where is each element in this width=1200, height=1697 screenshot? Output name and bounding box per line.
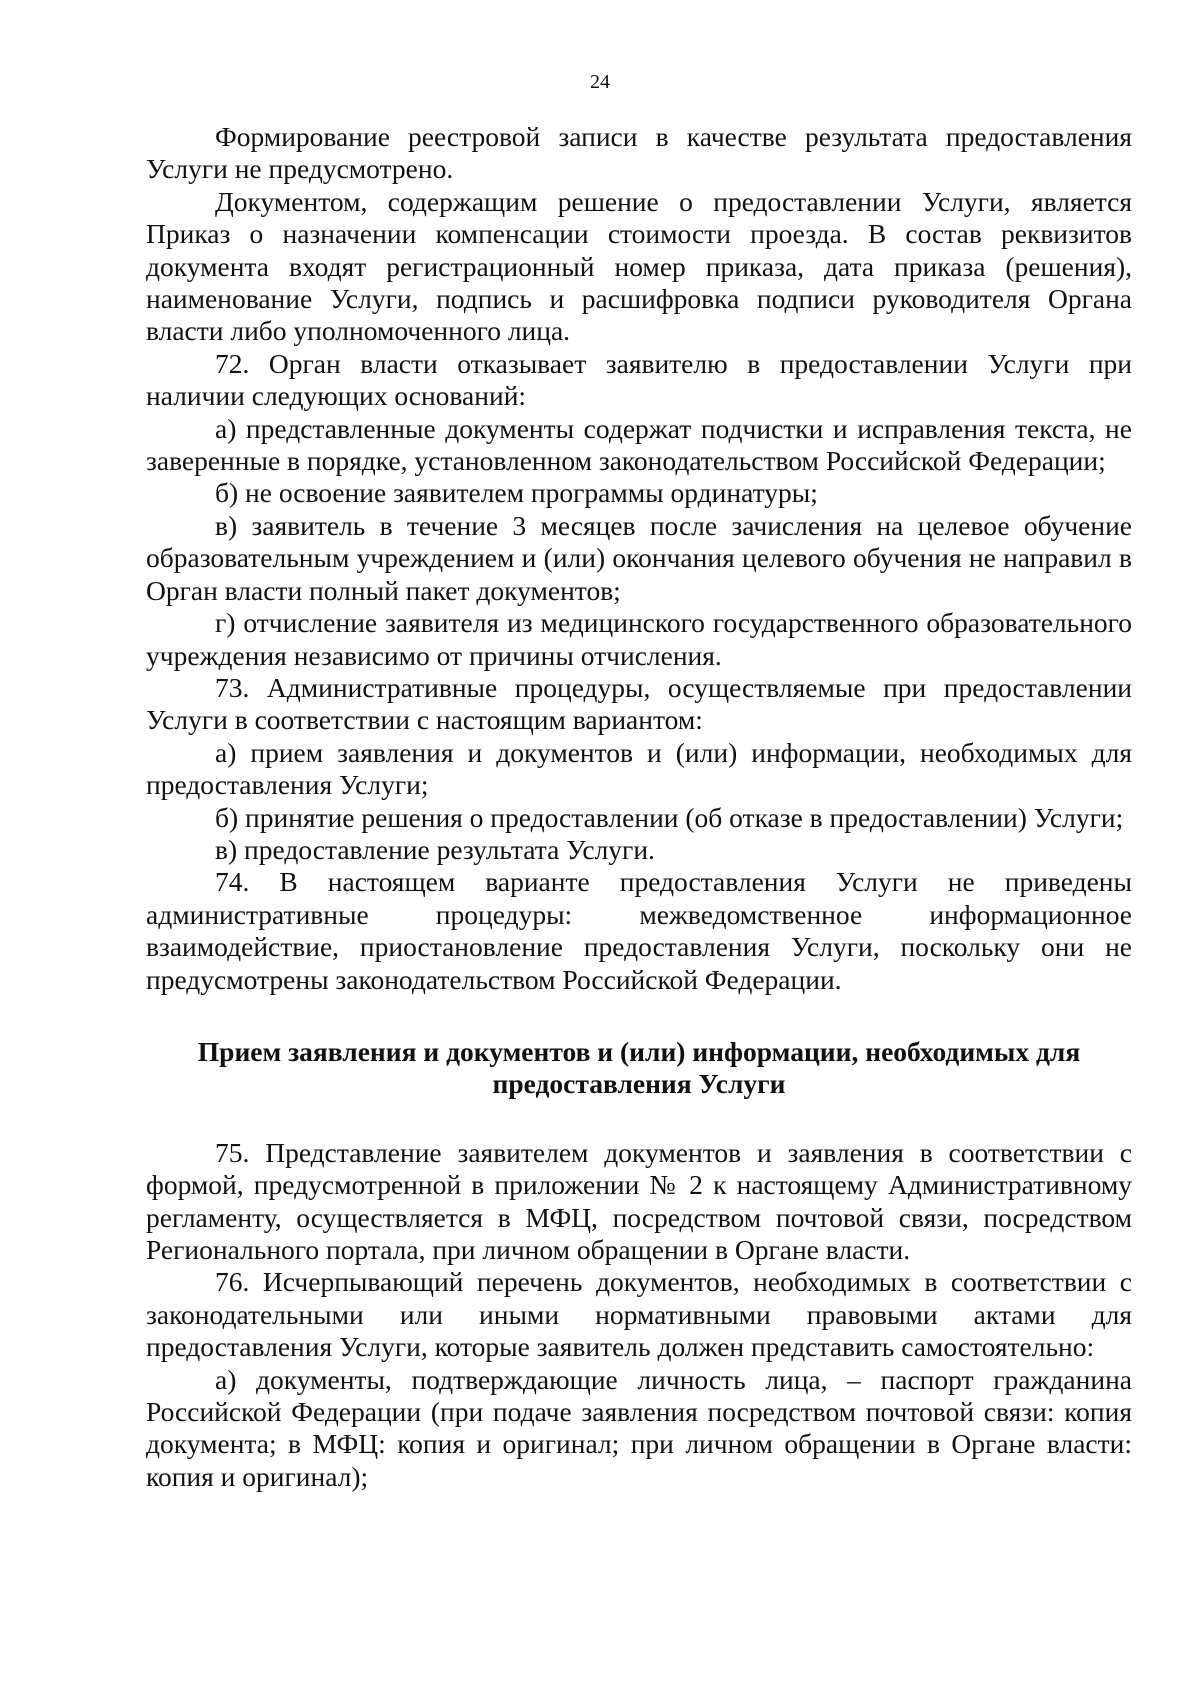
paragraph: в) заявитель в течение 3 месяцев после зачисления на целевое обучение образовательным учреждением и (или) окончания целевого обучения не направил в Орган власти полный пакет документов; <box>146 509 1132 606</box>
section-heading-line-1: Прием заявления и документов и (или) информации, необходимых для <box>197 1035 1081 1067</box>
paragraph: 73. Административные процедуры, осуществляемые при предоставлении Услуги в соответствии с настоящим вариантом: <box>146 671 1132 736</box>
paragraph: б) не освоение заявителем программы ординатуры; <box>215 477 818 509</box>
document-body <box>146 121 1132 1493</box>
paragraph: в) предоставление результата Услуги. <box>215 833 655 865</box>
paragraph: 76. Исчерпывающий перечень документов, необходимых в соответствии с законодательными или иными нормативными правовыми актами для предоставления Услуги, которые заявитель должен представить самостоятельно: <box>146 1266 1132 1363</box>
paragraph: 75. Представление заявителем документов и заявления в соответствии с формой, предусмотренной в приложении № 2 к настоящему Административному регламенту, осуществляется в МФЦ, посредством почтовой связи, посредством Регионального портала, при личном обращении в Органе власти. <box>146 1136 1132 1265</box>
paragraph: Формирование реестровой записи в качестве результата предоставления Услуги не предусмотрено. <box>146 121 1132 185</box>
paragraph: а) документы, подтверждающие личность лица, – паспорт гражданина Российской Федерации (при подаче заявления посредством почтовой связи: копия документа; в МФЦ: копия и оригинал; при личном обращении в Органе власти: копия и оригинал); <box>146 1363 1132 1492</box>
section-heading <box>146 1036 1132 1101</box>
paragraph: г) отчисление заявителя из медицинского государственного образовательного учреждения независимо от причины отчисления. <box>146 607 1132 671</box>
paragraph: 74. В настоящем варианте предоставления Услуги не приведены административные процедуры: межведомственное информационное взаимодействие, приостановление предоставления Услуги, поскольку они не предусмотрены законодательством Российской Федерации. <box>146 866 1132 995</box>
page-number: 24 <box>590 71 610 93</box>
paragraph: б) принятие решения о предоставлении (об отказе в предоставлении) Услуги; <box>215 801 1124 833</box>
paragraph: 72. Орган власти отказывает заявителю в предоставлении Услуги при наличии следующих оснований: <box>146 347 1132 412</box>
paragraph: а) прием заявления и документов и (или) информации, необходимых для предоставления Услуги; <box>146 736 1132 801</box>
section-heading-line-2: предоставления Услуги <box>492 1068 786 1100</box>
paragraph: Документом, содержащим решение о предоставлении Услуги, является Приказ о назначении компенсации стоимости проезда. В состав реквизитов документа входят регистрационный номер приказа, дата приказа (решения), наименование Услуги, подпись и расшифровка подписи руководителя Органа власти либо уполномоченного лица. <box>146 185 1132 347</box>
paragraph: а) представленные документы содержат подчистки и исправления текста, не заверенные в порядке, установленном законодательством Российской Федерации; <box>146 412 1132 477</box>
